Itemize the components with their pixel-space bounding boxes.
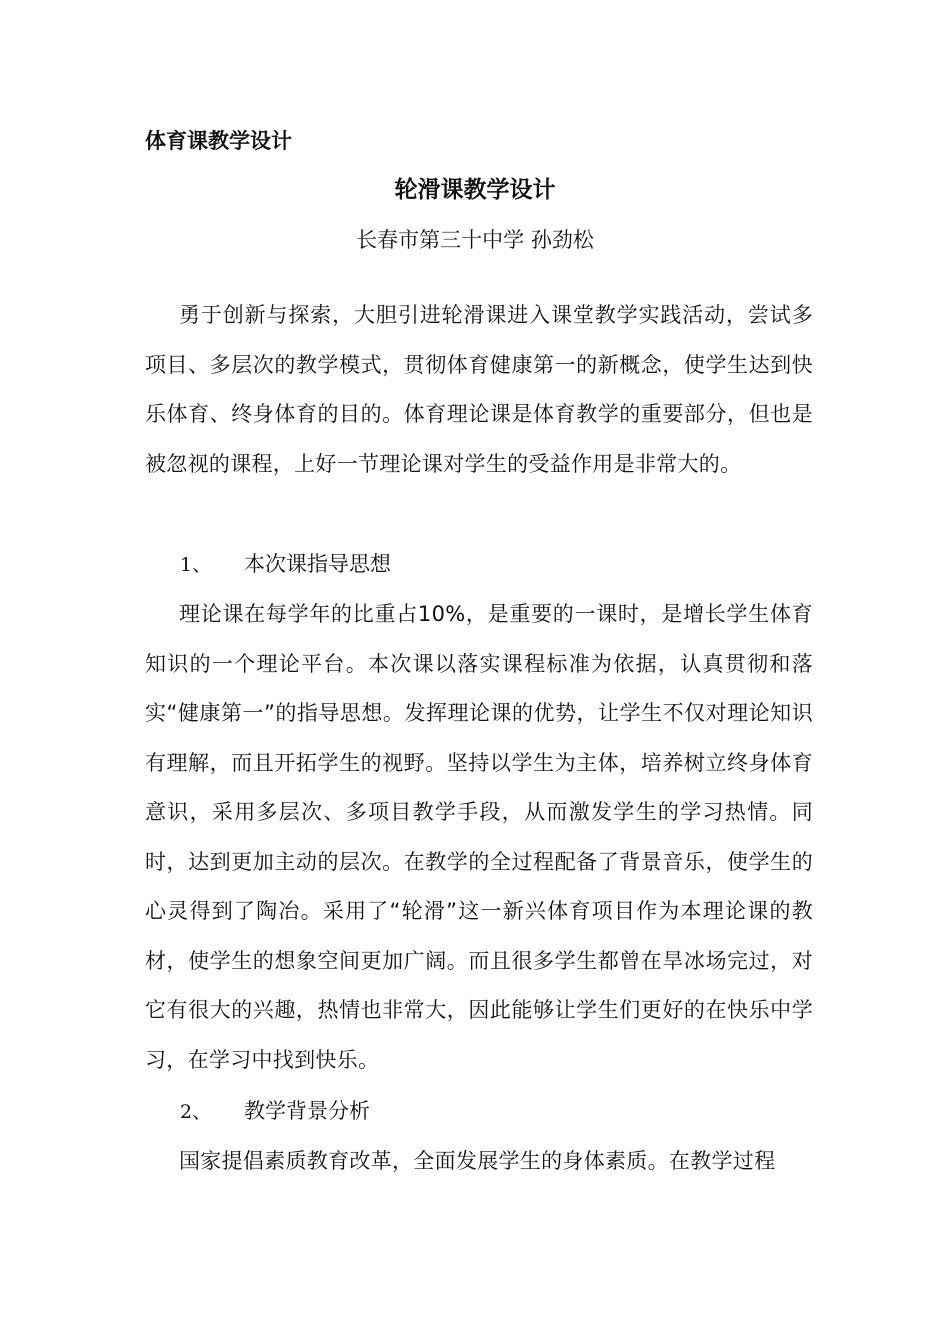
- section-number: 2、: [180, 1101, 212, 1123]
- document-author: 长春市第三十中学 孙劲松: [356, 228, 594, 252]
- section-heading-1: [180, 546, 391, 583]
- section-heading-2: [180, 1093, 370, 1130]
- section-2-paragraph: 国家提倡素质教育改革，全面发展学生的身体素质。在教学过程: [179, 1149, 776, 1173]
- document-heading: 体育课教学设计: [145, 129, 292, 153]
- section-title: 本次课指导思想: [244, 552, 391, 576]
- section-title: 教学背景分析: [244, 1099, 370, 1123]
- section-number: 1、: [180, 554, 212, 576]
- intro-paragraph: 勇于创新与探索，大胆引进轮滑课进入课堂教学实践活动，尝试多项目、多层次的教学模式，贯彻体育健康第一的新概念，使学生达到快乐体育、终身体育的目的。体育理论课是体育教学的重要部分，但也是被忽视的课程，上好一节理论课对学生的受益作用是非常大的。: [145, 303, 813, 476]
- document-title: 轮滑课教学设计: [394, 177, 556, 203]
- section-1-paragraph: 理论课在每学年的比重占10%，是重要的一课时，是增长学生体育知识的一个理论平台。本次课以落实课程标准为依据，认真贯彻和落实“健康第一”的指导思想。发挥理论课的优势，让学生不仅对理论知识有理解，而且开拓学生的视野。坚持以学生为主体，培养树立终身体育意识，采用多层次、多项目教学手段，从而激发学生的学习热情。同时，达到更加主动的层次。在教学的全过程配备了背景音乐，使学生的心灵得到了陶冶。采用了“轮滑”这一新兴体育项目作为本理论课的教材，使学生的想象空间更加广阔。而且很多学生都曾在旱冰场完过，对它有很大的兴趣，热情也非常大，因此能够让学生们更好的在快乐中学习，在学习中找到快乐。: [145, 602, 813, 1072]
